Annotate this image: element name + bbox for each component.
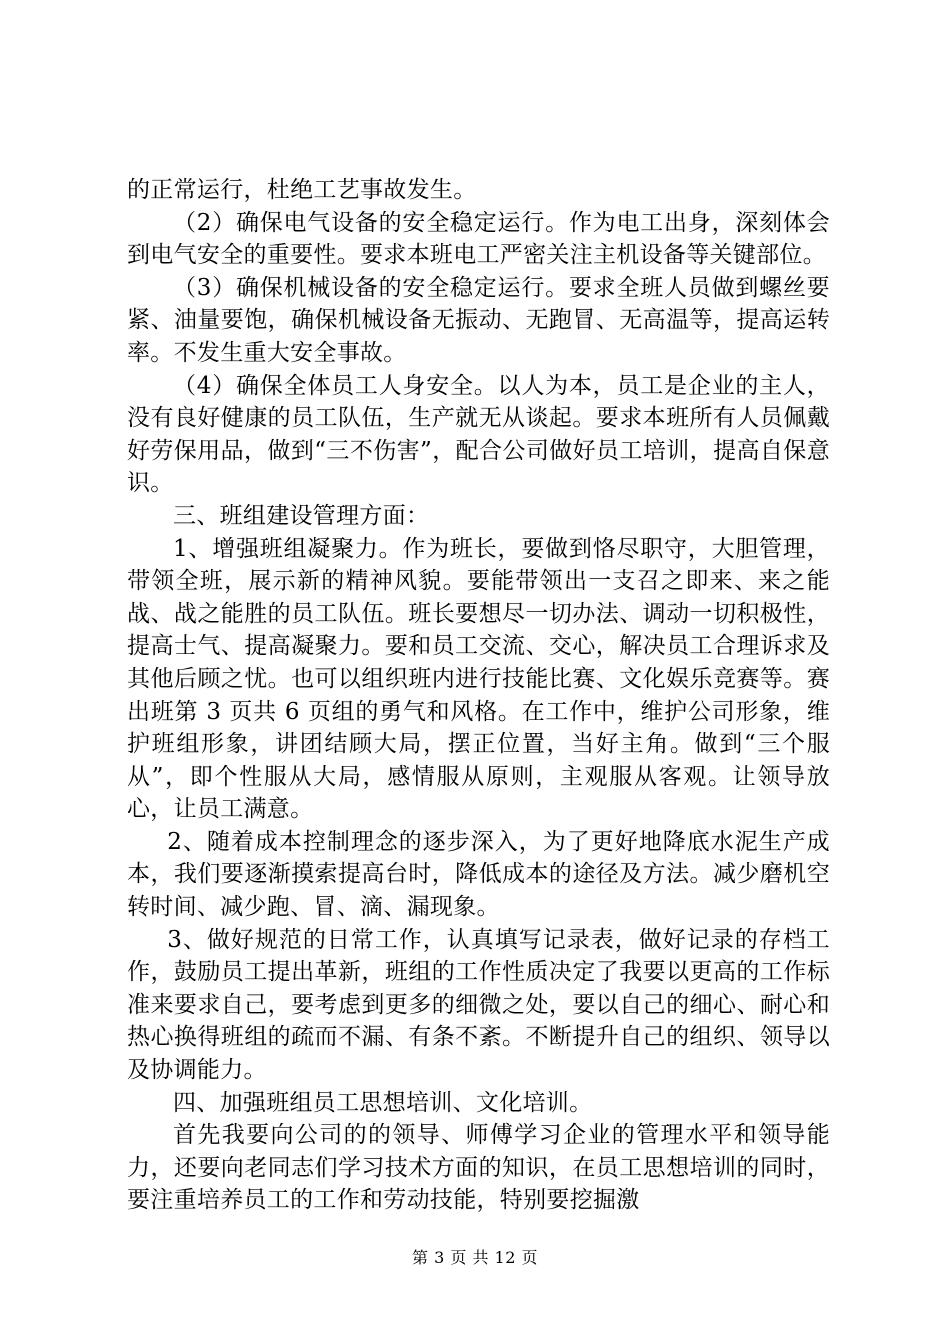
section-heading-team-building: 三、班组建设管理方面： bbox=[173, 502, 430, 529]
paragraph-personal-safety: （4）确保全体员工人身安全。以人为本，员工是企业的主人，没有良好健康的员工队伍，生产就无从谈起。要求本班所有人员佩戴好劳保用品，做到“三不伤害”，配合公司做好员工培训，提高自保意识。 bbox=[127, 372, 830, 497]
paragraph-mechanical-safety: （3）确保机械设备的安全稳定运行。要求全班人员做到螺丝要紧、油量要饱，确保机械设备无振动、无跑冒、无高温等，提高运转率。不发生重大安全事故。 bbox=[127, 274, 830, 366]
paragraph-team-cohesion: 1、增强班组凝聚力。作为班长，要做到恪尽职守，大胆管理，带领全班，展示新的精神风貌。要能带领出一支召之即来、来之能战、战之能胜的员工队伍。班长要想尽一切办法、调动一切积极性，提高士气、提高凝聚力。要和员工交流、交心，解决员工合理诉求及其他后顾之忧。也可以组织班内进行技能比赛、文化娱乐竞赛等。赛出班第 3 页共 6 页组的勇气和风格。在工作中，维护公司形象，维护班组形象，讲团结顾大局，摆正位置，当好主角。做到“三个服从”，即个性服从大局，感情服从原则，主观服从客观。让领导放心，让员工满意。 bbox=[127, 535, 830, 823]
section-heading-training: 四、加强班组员工思想培训、文化培训。 bbox=[173, 1089, 593, 1116]
page-footer: 第 3 页 共 12 页 bbox=[412, 1248, 538, 1267]
paragraph-continuation: 的正常运行，杜绝工艺事故发生。 bbox=[127, 177, 477, 203]
document-body bbox=[127, 174, 830, 1217]
paragraph-electrical-safety: （2）确保电气设备的安全稳定运行。作为电工出身，深刻体会到电气安全的重要性。要求本班电工严密关注主机设备等关键部位。 bbox=[127, 209, 830, 269]
paragraph-cost-control: 2、随着成本控制理念的逐步深入，为了更好地降底水泥生产成本，我们要逐渐摸索提高台时，降低成本的途径及方法。减少磨机空转时间、减少跑、冒、滴、漏现象。 bbox=[127, 828, 830, 921]
paragraph-learning: 首先我要向公司的的领导、师傅学习企业的管理水平和领导能力，还要向老同志们学习技术方面的知识，在员工思想培训的同时，要注重培养员工的工作和劳动技能，特别要挖掘激 bbox=[127, 1122, 830, 1214]
paragraph-daily-work: 3、做好规范的日常工作，认真填写记录表，做好记录的存档工作，鼓励员工提出革新，班组的工作性质决定了我要以更高的工作标准来要求自己，要考虑到更多的细微之处，要以自己的细心、耐心和热心换得班组的疏而不漏、有条不紊。不断提升自己的组织、领导以及协调能力。 bbox=[127, 926, 830, 1084]
